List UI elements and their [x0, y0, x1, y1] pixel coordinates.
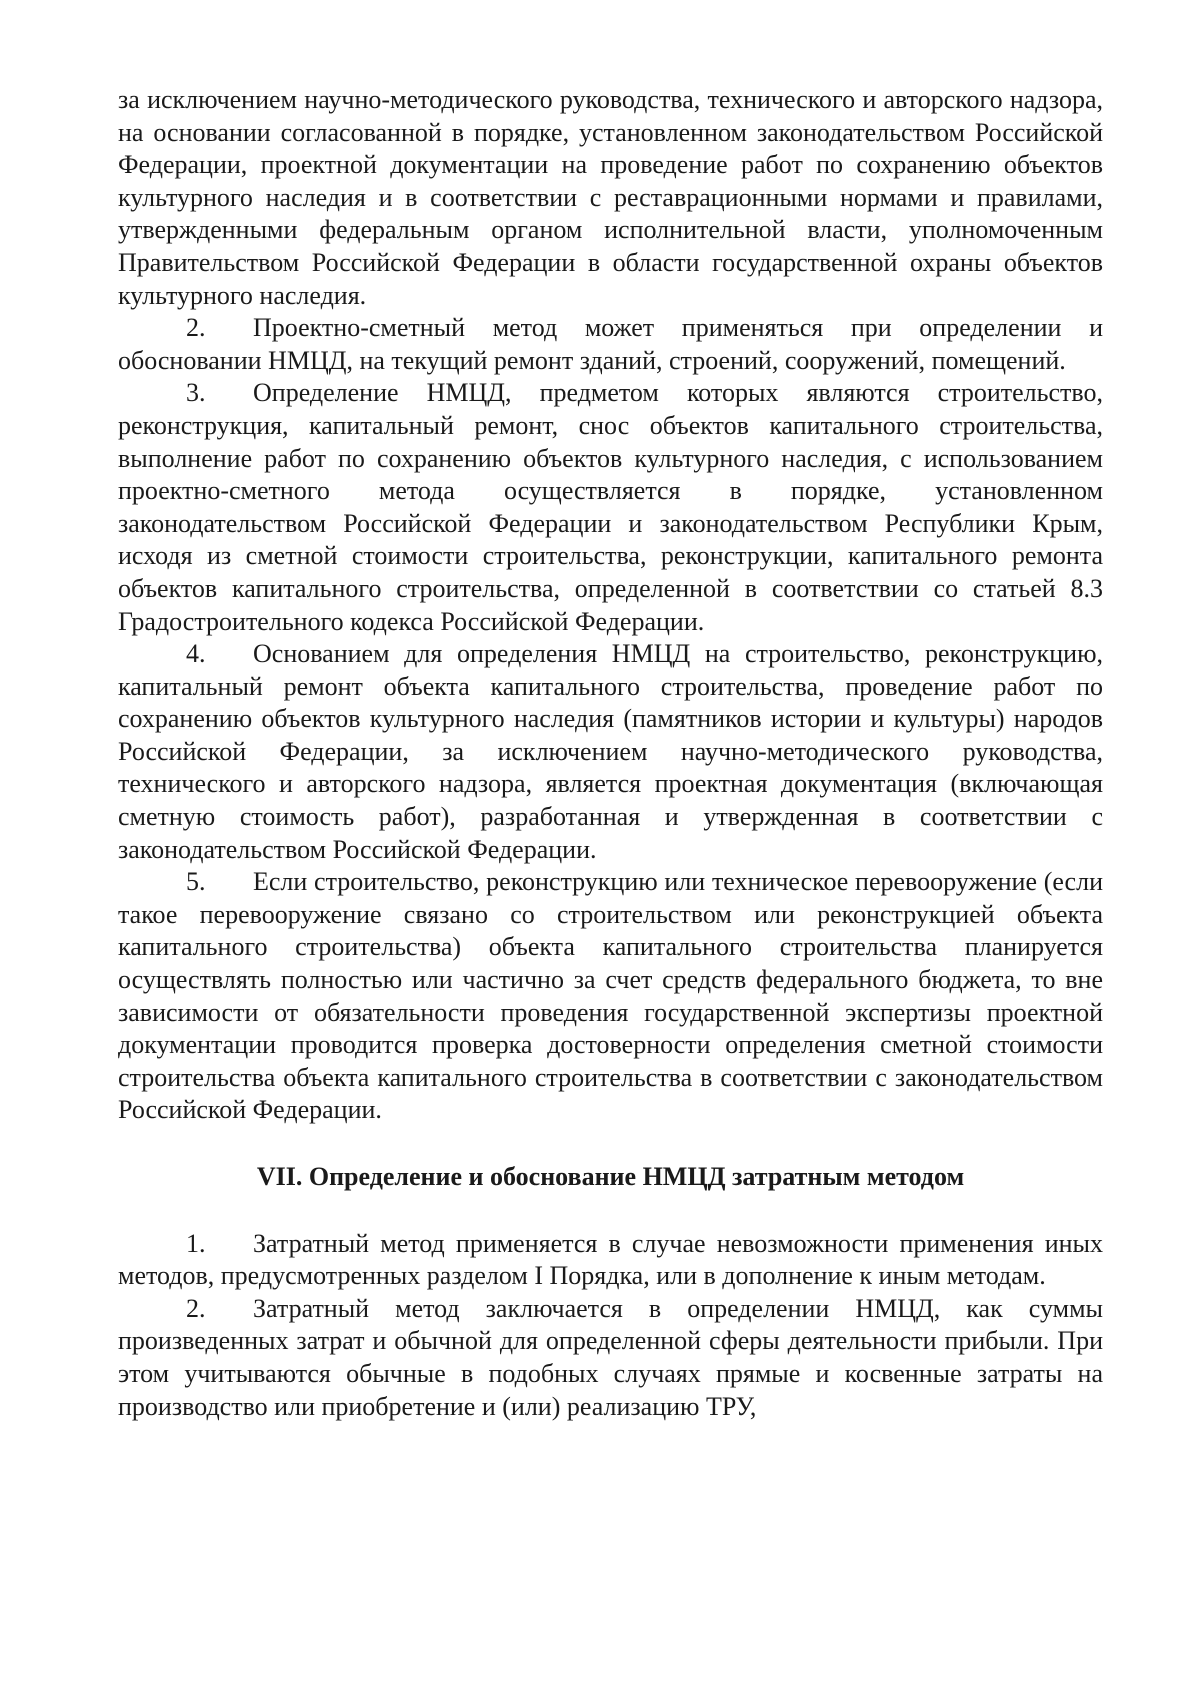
- item-number: 3.: [186, 378, 206, 408]
- item-number: 4.: [186, 639, 206, 669]
- section-6-item-3: [118, 377, 1103, 638]
- section-6-item-4: [118, 638, 1103, 866]
- section-7-heading: VII. Определение и обоснование НМЦД затратным методом: [256, 1162, 965, 1191]
- item-text: Проектно-сметный метод может применяться при определении и обосновании НМЦД, на текущий ремонт зданий, строений, сооружений, помещений.: [118, 313, 1103, 375]
- section-7-item-2: [118, 1293, 1103, 1423]
- item-text: Основанием для определения НМЦД на строительство, реконструкцию, капитальный ремонт объекта капитального строительства, проведение работ по сохранению объектов культурного наследия (памятников истории и культуры) народов Российской Федерации, за исключением научно-методического руководства, технического и авторского надзора, является проектная документация (включающая сметную стоимость работ), разработанная и утвержденная в соответствии с законодательством Российской Федерации.: [118, 639, 1103, 864]
- item-text: Затратный метод заключается в определении НМЦД, как суммы произведенных затрат и обычной для определенной сферы деятельности прибыли. При этом учитываются обычные в подобных случаях прямые и косвенные затраты на производство или приобретение и (или) реализацию ТРУ,: [118, 1293, 1103, 1421]
- section-6-item-2: [118, 312, 1103, 377]
- item-number: 2.: [186, 313, 206, 343]
- item-text: Если строительство, реконструкцию или техническое перевооружение (если такое перевооружение связано со строительством или реконструкцией объекта капитального строительства) объекта капитального строительства планируется осуществлять полностью или частично за счет средств федерального бюджета, то вне зависимости от обязательности проведения государственной экспертизы проектной документации проводится проверка достоверности определения сметной стоимости строительства объекта капитального строительства в соответствии с законодательством Российской Федерации.: [118, 867, 1103, 1125]
- section-6-item-5: [118, 866, 1103, 1127]
- item-number: 5.: [186, 867, 206, 897]
- section-7-item-1: [118, 1228, 1103, 1293]
- intro-paragraph: за исключением научно-методического руководства, технического и авторского надзора, на основании согласованной в порядке, установленном законодательством Российской Федерации, проектной документации на проведение работ по сохранению объектов культурного наследия и в соответствии с реставрационными нормами и правилами, утвержденными федеральным органом исполнительной власти, уполномоченным Правительством Российской Федерации в области государственной охраны объектов культурного наследия.: [118, 85, 1103, 310]
- item-text: Определение НМЦД, предметом которых являются строительство, реконструкция, капитальный ремонт, снос объектов капитального строительства, выполнение работ по сохранению объектов культурного наследия, с использованием проектно-сметного метода осуществляется в порядке, установленном законодательством Российской Федерации и законодательством Республики Крым, исходя из сметной стоимости строительства, реконструкции, капитального ремонта объектов капитального строительства, определенной в соответствии со статьей 8.3 Градостроительного кодекса Российской Федерации.: [118, 378, 1103, 636]
- document-page: [118, 84, 1103, 1423]
- item-number: 2.: [186, 1293, 206, 1323]
- item-number: 1.: [186, 1228, 206, 1258]
- item-text: Затратный метод применяется в случае невозможности применения иных методов, предусмотренных разделом I Порядка, или в дополнение к иным методам.: [118, 1228, 1103, 1291]
